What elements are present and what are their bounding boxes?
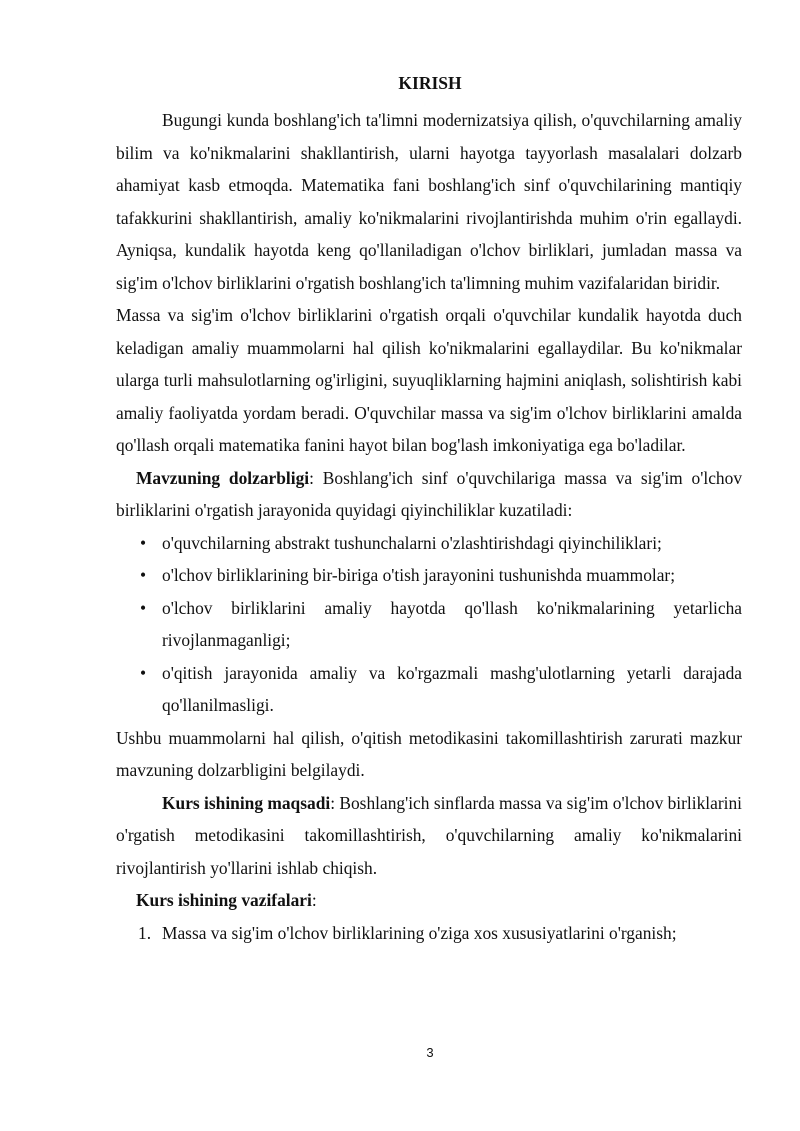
list-item <box>116 917 742 950</box>
intro-paragraph-2: Massa va sig'im o'lchov birliklarini o'rgatish orqali o'quvchilar kundalik hayotda duch keladigan amaliy muammolarni hal qilish ko'nikmalarini egallaydilar. Bu ko'nikmalar ularga turli mahsulotlarning og'irligini, suyuqliklarning hajmini aniqlash, solishtirish kabi amaliy faoliyatda yordam beradi. O'quvchilar massa va sig'im o'lchov birliklarini amalda qo'llash orqali matematika fanini hayot bilan bog'lash imkoniyatiga ega bo'ladilar. <box>116 305 742 455</box>
goal-paragraph <box>116 787 742 885</box>
list-item <box>116 657 742 722</box>
conclusion-paragraph: Ushbu muammolarni hal qilish, o'qitish metodikasini takomillashtirish zarurati mazkur mavzuning dolzarbligini belgilaydi. <box>116 727 742 780</box>
list-item-text: o'lchov birliklarining bir-biriga o'tish jarayonini tushunishda muammolar; <box>162 565 676 585</box>
tasks-heading: Kurs ishining vazifalari <box>136 890 312 910</box>
page-number: 3 <box>426 1045 434 1060</box>
list-item <box>116 559 742 592</box>
tasks-colon: : <box>311 890 317 910</box>
page-title: KIRISH <box>398 73 462 93</box>
relevance-heading: Mavzuning dolzarbligi <box>136 467 310 488</box>
task-number: 1. <box>138 922 152 943</box>
intro-paragraph-1: Bugungi kunda boshlang'ich ta'limni modernizatsiya qilish, o'quvchilarning amaliy bilim va ko'nikmalarini shakllantirish, ularni hayotga tayyorlash masalalari dolzarb ahamiyat kasb etmoqda. Matematika fani boshlang'ich sinf o'quvchilarining mantiqiy tafakkurini shakllantirish, amaliy ko'nikmalarini rivojlantirishda muhim o'rin egallaydi. Ayniqsa, kundalik hayotda keng qo'llaniladigan o'lchov birliklari, jumladan massa va sig'im o'lchov birliklarini o'rgatish boshlang'ich ta'limning muhim vazifalaridan biridir. <box>116 110 742 293</box>
list-item <box>116 527 742 560</box>
relevance-paragraph <box>116 462 742 527</box>
bullet-icon: • <box>140 662 147 683</box>
list-item-text: o'qitish jarayonida amaliy va ko'rgazmali mashg'ulotlarning yetarli darajada qo'llanilmasligi. <box>162 662 742 715</box>
bullet-icon: • <box>140 597 147 618</box>
list-item-text: Massa va sig'im o'lchov birliklarining o'ziga xos xususiyatlarini o'rganish; <box>162 922 677 943</box>
bullet-icon: • <box>140 565 147 585</box>
relevance-text: : Boshlang'ich sinf o'quvchilariga massa va sig'im o'lchov birliklarini o'rgatish jarayonida quyidagi qiyinchiliklar kuzatiladi: <box>116 467 743 520</box>
tasks-heading-line <box>116 884 742 917</box>
document-body <box>116 104 742 949</box>
list-item-text: o'quvchilarning abstrakt tushunchalarni o'zlashtirishdagi qiyinchiliklari; <box>162 532 662 553</box>
bullet-icon: • <box>140 532 147 553</box>
list-item <box>116 592 742 657</box>
list-item-text: o'lchov birliklarini amaliy hayotda qo'llash ko'nikmalarining yetarlicha rivojlanmaganligi; <box>162 597 742 650</box>
goal-text: : Boshlang'ich sinflarda massa va sig'im o'lchov birliklarini o'rgatish metodikasini takomillashtirish, o'quvchilarning amaliy ko'nikmalarini rivojlantirish yo'llarini ishlab chiqish. <box>116 792 742 878</box>
goal-heading: Kurs ishining maqsadi <box>162 792 331 813</box>
tasks-list <box>116 917 742 950</box>
difficulties-list <box>116 527 742 722</box>
